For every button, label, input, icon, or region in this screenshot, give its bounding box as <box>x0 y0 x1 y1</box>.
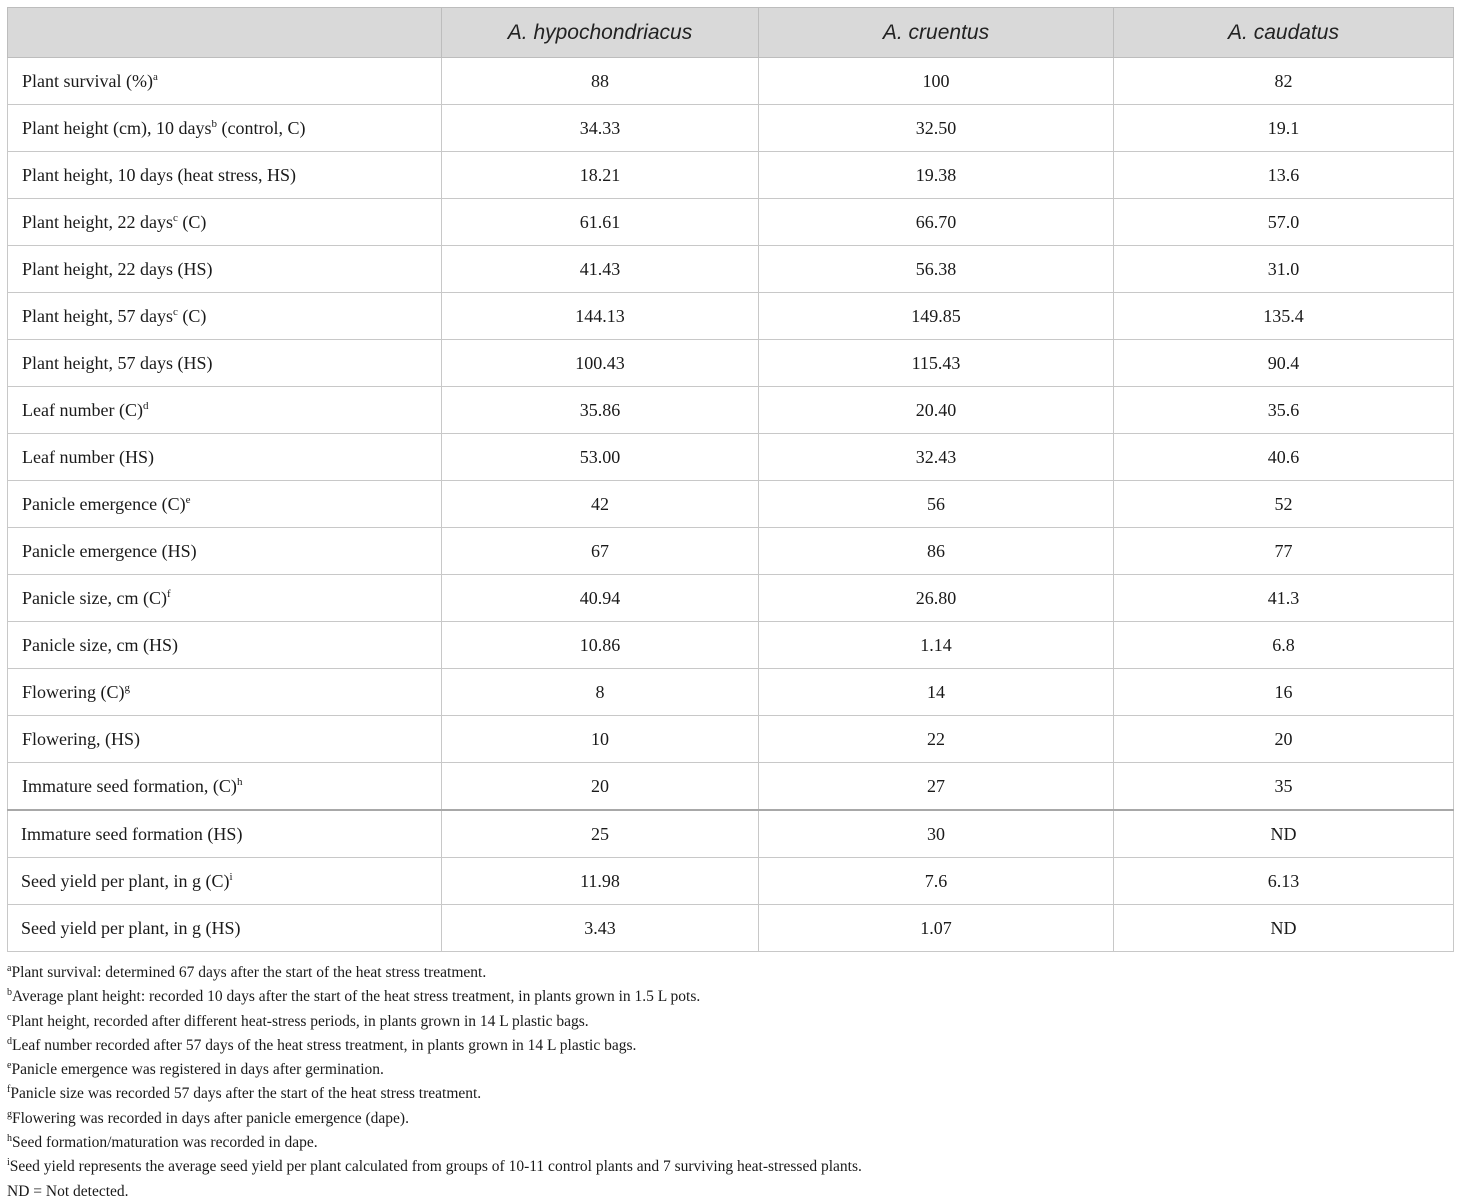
row-label-cell <box>8 246 442 293</box>
data-table <box>7 7 1454 952</box>
table-row <box>8 58 1454 105</box>
row-label: Plant height (cm), 10 days <box>22 117 212 138</box>
footnote-text: Plant height, recorded after different heat-stress periods, in plants grown in 14 L plastic bags. <box>11 1012 589 1030</box>
value-cell: 115.43 <box>759 340 1114 387</box>
row-label: Plant height, 22 days (HS) <box>22 258 213 279</box>
footnote-text: Average plant height: recorded 10 days after the start of the heat stress treatment, in plants grown in 1.5 L pots. <box>12 988 701 1006</box>
value-cell: 22 <box>759 716 1114 763</box>
value-cell: 11.98 <box>442 858 759 905</box>
header-cell-species: A. hypochondriacus <box>442 8 759 58</box>
footnote-mark: g <box>7 1108 12 1120</box>
value-cell: 18.21 <box>442 152 759 199</box>
header-cell-empty <box>8 8 442 58</box>
row-label: Plant survival (%) <box>22 70 153 91</box>
value-cell: 66.70 <box>759 199 1114 246</box>
table-row <box>8 763 1454 811</box>
row-label: Plant height, 22 days <box>22 211 173 232</box>
value-cell: 53.00 <box>442 434 759 481</box>
value-cell: 19.38 <box>759 152 1114 199</box>
value-cell: 25 <box>442 810 759 858</box>
table-row <box>8 293 1454 340</box>
value-cell: ND <box>1114 905 1454 952</box>
row-label: Plant height, 57 days <box>22 305 173 326</box>
value-cell: 149.85 <box>759 293 1114 340</box>
row-label: Immature seed formation (HS) <box>21 823 243 844</box>
table-row <box>8 340 1454 387</box>
footnote-mark: e <box>7 1060 12 1072</box>
value-cell: 10.86 <box>442 622 759 669</box>
row-label-cell <box>8 58 442 105</box>
value-cell: 1.07 <box>759 905 1114 952</box>
row-label-cell <box>8 622 442 669</box>
footnote <box>7 985 1453 1009</box>
value-cell: 90.4 <box>1114 340 1454 387</box>
footnote <box>7 1010 1453 1034</box>
footnote-marker: e <box>185 493 191 506</box>
row-label: Immature seed formation, (C) <box>22 775 237 796</box>
footnote <box>7 1107 1453 1131</box>
value-cell: 67 <box>442 528 759 575</box>
value-cell: 40.6 <box>1114 434 1454 481</box>
value-cell: 3.43 <box>442 905 759 952</box>
footnote-marker: h <box>236 775 243 788</box>
value-cell: 14 <box>759 669 1114 716</box>
table-row <box>8 199 1454 246</box>
row-label-cell <box>8 293 442 340</box>
footnote-mark: i <box>7 1157 10 1169</box>
value-cell: 16 <box>1114 669 1454 716</box>
row-label: Panicle size, cm (C) <box>22 587 167 608</box>
value-cell: 57.0 <box>1114 199 1454 246</box>
row-label: Panicle emergence (HS) <box>22 540 197 561</box>
table-row <box>8 858 1454 905</box>
table-row <box>8 105 1454 152</box>
footnote <box>7 961 1453 985</box>
row-label-cell <box>8 528 442 575</box>
value-cell: 56.38 <box>759 246 1114 293</box>
value-cell: 20 <box>442 763 759 811</box>
row-label: Plant height, 57 days (HS) <box>22 352 213 373</box>
row-label-cell <box>8 763 442 811</box>
footnote-text: ND = Not detected. <box>7 1182 129 1200</box>
footnote-text: Plant survival: determined 67 days after the start of the heat stress treatment. <box>11 964 487 981</box>
row-label-suffix: (control, C) <box>216 117 306 138</box>
footnote-marker: c <box>173 211 178 224</box>
value-cell: 27 <box>759 763 1114 811</box>
row-label: Seed yield per plant, in g (HS) <box>21 917 241 938</box>
value-cell: 135.4 <box>1114 293 1454 340</box>
value-cell: 41.43 <box>442 246 759 293</box>
header-cell-species: A. cruentus <box>759 8 1114 58</box>
row-label: Flowering (C) <box>22 681 125 702</box>
footnote-mark: d <box>7 1035 12 1047</box>
value-cell: 13.6 <box>1114 152 1454 199</box>
row-label-cell <box>8 669 442 716</box>
value-cell: 26.80 <box>759 575 1114 622</box>
footnote-marker: a <box>152 70 158 83</box>
footnote-text: Flowering was recorded in days after panicle emergence (dape). <box>12 1109 409 1127</box>
value-cell: 32.43 <box>759 434 1114 481</box>
footnote-marker: g <box>124 681 130 694</box>
row-label-cell <box>8 481 442 528</box>
value-cell: 20.40 <box>759 387 1114 434</box>
footnote-text: Seed yield represents the average seed yield per plant calculated from groups of 10-11 control plants and 7 surviving heat-stressed plants. <box>9 1158 862 1176</box>
value-cell: 100 <box>759 58 1114 105</box>
row-label: Leaf number (HS) <box>22 446 154 467</box>
table-row <box>8 481 1454 528</box>
table-row <box>8 528 1454 575</box>
table-row <box>8 575 1454 622</box>
row-label-cell <box>8 716 442 763</box>
row-label-cell <box>8 105 442 152</box>
value-cell: 41.3 <box>1114 575 1454 622</box>
table-row <box>8 387 1454 434</box>
value-cell: 35.6 <box>1114 387 1454 434</box>
table-row <box>8 669 1454 716</box>
row-label-cell <box>8 434 442 481</box>
footnote-mark: b <box>7 987 12 999</box>
footnote-marker: i <box>229 870 233 883</box>
footnote-text: Panicle size was recorded 57 days after the start of the heat stress treatment. <box>10 1085 482 1103</box>
row-label-cell <box>8 199 442 246</box>
table-row <box>8 246 1454 293</box>
footnote <box>7 1180 1453 1204</box>
row-label-cell <box>8 858 442 905</box>
row-label-cell <box>8 905 442 952</box>
value-cell: 6.8 <box>1114 622 1454 669</box>
row-label: Flowering, (HS) <box>22 728 140 749</box>
row-label-cell <box>8 152 442 199</box>
table-row <box>8 810 1454 858</box>
row-label: Plant height, 10 days (heat stress, HS) <box>22 164 296 185</box>
value-cell: 82 <box>1114 58 1454 105</box>
value-cell: 20 <box>1114 716 1454 763</box>
table-row <box>8 152 1454 199</box>
value-cell: 6.13 <box>1114 858 1454 905</box>
footnote-mark: a <box>7 962 12 974</box>
row-label: Leaf number (C) <box>22 399 143 420</box>
header-row <box>8 8 1454 58</box>
value-cell: 100.43 <box>442 340 759 387</box>
value-cell: 34.33 <box>442 105 759 152</box>
footnote-marker: d <box>142 399 149 412</box>
row-label-cell <box>8 810 442 858</box>
footnote <box>7 1131 1453 1155</box>
value-cell: 144.13 <box>442 293 759 340</box>
footnote-marker: f <box>166 587 171 600</box>
footnotes <box>7 961 1453 1204</box>
value-cell: 61.61 <box>442 199 759 246</box>
footnote <box>7 1155 1453 1179</box>
footnote <box>7 1034 1453 1058</box>
value-cell: 56 <box>759 481 1114 528</box>
value-cell: 30 <box>759 810 1114 858</box>
row-label-cell <box>8 575 442 622</box>
value-cell: 10 <box>442 716 759 763</box>
value-cell: 7.6 <box>759 858 1114 905</box>
value-cell: 35 <box>1114 763 1454 811</box>
header-cell-species: A. caudatus <box>1114 8 1454 58</box>
footnote-mark: f <box>7 1084 11 1096</box>
footnote-mark: h <box>7 1132 12 1144</box>
footnote-text: Seed formation/maturation was recorded in dape. <box>12 1134 318 1152</box>
value-cell: 40.94 <box>442 575 759 622</box>
value-cell: 32.50 <box>759 105 1114 152</box>
value-cell: 77 <box>1114 528 1454 575</box>
row-label-cell <box>8 340 442 387</box>
footnote-text: Panicle emergence was registered in days after germination. <box>11 1061 384 1079</box>
value-cell: 1.14 <box>759 622 1114 669</box>
value-cell: 86 <box>759 528 1114 575</box>
footnote-text: Leaf number recorded after 57 days of the heat stress treatment, in plants grown in 14 L plastic bags. <box>12 1036 637 1054</box>
value-cell: 8 <box>442 669 759 716</box>
footnote <box>7 1058 1453 1082</box>
footnote-marker: b <box>211 117 217 130</box>
table-container <box>7 7 1453 1204</box>
table-row <box>8 434 1454 481</box>
value-cell: ND <box>1114 810 1454 858</box>
footnote-mark: c <box>7 1011 12 1023</box>
value-cell: 35.86 <box>442 387 759 434</box>
row-label: Panicle size, cm (HS) <box>22 634 178 655</box>
row-label: Panicle emergence (C) <box>22 493 186 514</box>
row-label-suffix: (C) <box>177 211 207 232</box>
value-cell: 42 <box>442 481 759 528</box>
value-cell: 88 <box>442 58 759 105</box>
row-label-suffix: (C) <box>177 305 207 326</box>
row-label-cell <box>8 387 442 434</box>
value-cell: 52 <box>1114 481 1454 528</box>
table-row <box>8 905 1454 952</box>
footnote-marker: c <box>173 305 178 318</box>
table-row <box>8 622 1454 669</box>
value-cell: 31.0 <box>1114 246 1454 293</box>
value-cell: 19.1 <box>1114 105 1454 152</box>
table-row <box>8 716 1454 763</box>
row-label: Seed yield per plant, in g (C) <box>21 870 230 891</box>
footnote <box>7 1082 1453 1106</box>
